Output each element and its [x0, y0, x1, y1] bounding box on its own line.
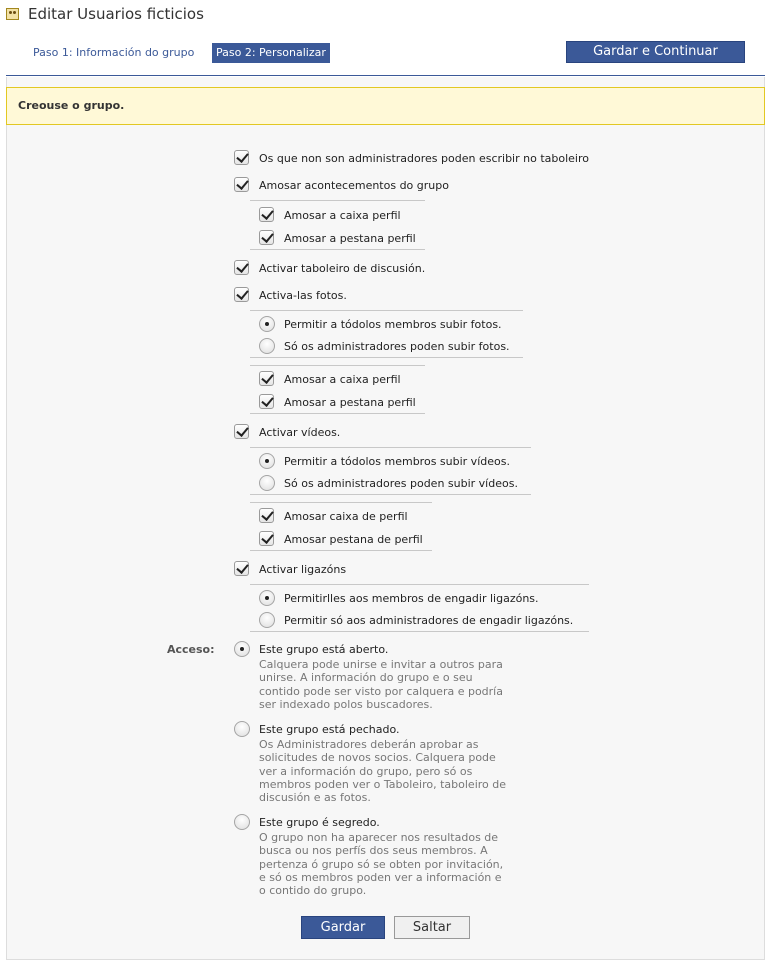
option-photos-all-label: Permitir a tódolos membros subir fotos.: [284, 318, 502, 331]
option-links-admins-label: Permitir só aos administradores de engadir ligazóns.: [284, 614, 574, 627]
checkbox-videos[interactable]: [234, 424, 249, 439]
option-photos-label: Activa-las fotos.: [259, 289, 347, 302]
checkbox-photos[interactable]: [234, 287, 249, 302]
description-line: Calquera pode unirse e invitar a outros para: [259, 658, 503, 671]
success-notice: [6, 87, 765, 125]
save-continue-button[interactable]: Gardar e Continuar: [566, 41, 745, 63]
skip-button[interactable]: Saltar: [394, 916, 470, 939]
access-secret-description: [259, 831, 524, 897]
option-links-label: Activar ligazóns: [259, 563, 347, 576]
separator: [250, 249, 425, 250]
separator: [250, 502, 432, 503]
access-open-title: Este grupo está aberto.: [259, 643, 389, 656]
checkbox-events-box[interactable]: [259, 207, 274, 222]
separator: [250, 584, 589, 585]
description-line: contido pode ser visto por calquera e podría: [259, 684, 503, 698]
save-button[interactable]: Gardar: [301, 916, 385, 939]
radio-photos-admins[interactable]: [259, 338, 275, 354]
checkbox-discussion[interactable]: [234, 260, 249, 275]
description-line: O grupo non ha aparecer nos resultados de: [259, 831, 499, 844]
step-1-link[interactable]: Paso 1: Información do grupo: [33, 46, 195, 59]
option-videos-all-label: Permitir a tódolos membros subir vídeos.: [284, 455, 510, 468]
option-photos-tab-label: Amosar a pestana perfil: [284, 396, 416, 409]
option-videos-tab-label: Amosar pestana de perfil: [284, 533, 423, 546]
group-icon: [6, 8, 19, 20]
description-line: Os Administradores deberán aprobar as: [259, 738, 479, 751]
checkbox-events-tab[interactable]: [259, 230, 274, 245]
checkbox-photos-tab[interactable]: [259, 394, 274, 409]
checkbox-links[interactable]: [234, 561, 249, 576]
description-line: ver a información do grupo, pero só os: [259, 764, 473, 778]
option-photos-box-label: Amosar a caixa perfil: [284, 373, 401, 386]
description-line: o contido do grupo.: [259, 884, 367, 898]
description-line: busca ou nos perfís dos seus membros. A: [259, 844, 488, 858]
option-videos-label: Activar vídeos.: [259, 426, 341, 439]
option-events-box-label: Amosar a caixa perfil: [284, 209, 401, 222]
separator: [250, 357, 523, 358]
checkbox-videos-tab[interactable]: [259, 531, 274, 546]
checkbox-wall[interactable]: [234, 150, 249, 165]
description-line: pertenza ó grupo só se obten por invitación,: [259, 857, 504, 871]
radio-access-open[interactable]: [234, 641, 250, 657]
step-2-current: Paso 2: Personalizar: [212, 43, 330, 63]
option-photos-admins-label: Só os administradores poden subir fotos.: [284, 340, 510, 353]
option-videos-box-label: Amosar caixa de perfil: [284, 510, 408, 523]
separator: [250, 447, 531, 448]
description-line: e só os membros poden ver a información e: [259, 870, 502, 884]
option-events-tab-label: Amosar a pestana perfil: [284, 232, 416, 245]
checkbox-photos-box[interactable]: [259, 371, 274, 386]
radio-videos-all[interactable]: [259, 453, 275, 469]
checkbox-videos-box[interactable]: [259, 508, 274, 523]
access-label: Acceso:: [167, 643, 215, 656]
description-line: membros poden ver o Taboleiro, taboleiro de: [259, 777, 507, 791]
access-closed-title: Este grupo está pechado.: [259, 723, 400, 736]
radio-access-secret[interactable]: [234, 814, 250, 830]
option-events-label: Amosar acontecementos do grupo: [259, 179, 449, 192]
notice-text: Creouse o grupo.: [18, 99, 125, 112]
separator: [250, 413, 425, 414]
description-line: unirse. A información do grupo e o seu: [259, 671, 473, 685]
description-line: ser indexado polos buscadores.: [259, 697, 433, 711]
radio-videos-admins[interactable]: [259, 475, 275, 491]
page-header: [0, 0, 773, 36]
separator: [250, 365, 425, 366]
radio-photos-all[interactable]: [259, 316, 275, 332]
option-wall-label: Os que non son administradores poden escribir no taboleiro: [259, 152, 589, 165]
access-secret-title: Este grupo é segredo.: [259, 816, 380, 829]
access-closed-description: [259, 738, 524, 804]
option-videos-admins-label: Só os administradores poden subir vídeos.: [284, 477, 518, 490]
radio-links-admins[interactable]: [259, 612, 275, 628]
access-open-description: [259, 658, 524, 711]
page-title: Editar Usuarios ficticios: [28, 5, 204, 23]
separator: [250, 631, 589, 632]
radio-access-closed[interactable]: [234, 721, 250, 737]
separator: [250, 200, 425, 201]
header-divider: [6, 75, 765, 76]
option-discussion-label: Activar taboleiro de discusión.: [259, 262, 426, 275]
checkbox-events[interactable]: [234, 177, 249, 192]
separator: [250, 494, 531, 495]
radio-links-all[interactable]: [259, 590, 275, 606]
description-line: discusión e as fotos.: [259, 791, 371, 805]
separator: [250, 550, 432, 551]
description-line: solicitudes de novos socios. Calquera pode: [259, 751, 496, 765]
option-links-all-label: Permitirlles aos membros de engadir ligazóns.: [284, 592, 539, 605]
separator: [250, 310, 523, 311]
